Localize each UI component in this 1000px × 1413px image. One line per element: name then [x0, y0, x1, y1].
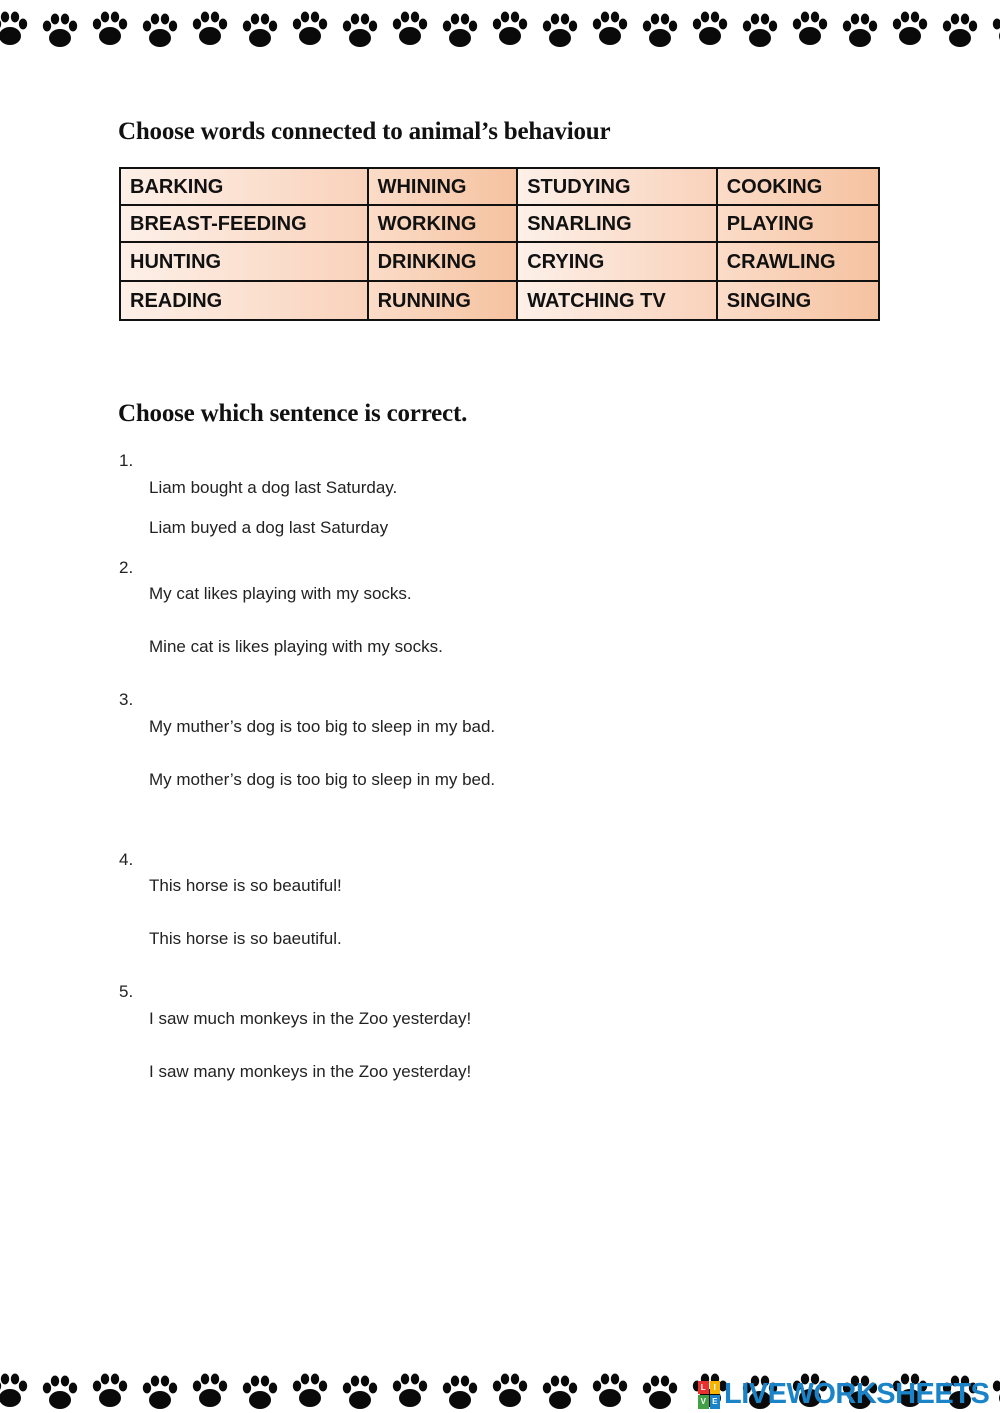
word-cell[interactable]: COOKING [717, 168, 879, 205]
paw-print-icon [893, 12, 927, 46]
paw-print-icon [643, 14, 677, 48]
paw-print-icon [343, 14, 377, 48]
paw-print-icon [993, 1374, 1000, 1408]
word-cell[interactable]: STUDYING [517, 168, 717, 205]
paw-print-icon [393, 12, 427, 46]
word-cell[interactable]: WHINING [368, 168, 518, 205]
table-row [120, 281, 879, 320]
section-title-sentences: Choose which sentence is correct. [118, 400, 468, 427]
table-row [120, 168, 879, 205]
question-number-1: 1. [119, 451, 134, 470]
paw-print-icon [443, 1376, 477, 1410]
paw-print-icon [943, 14, 977, 48]
watermark-text: LIVEWORKSHEETS [724, 1378, 990, 1410]
paw-print-icon [43, 14, 77, 48]
logo-letter: I [710, 1381, 721, 1395]
paw-print-icon [0, 1374, 27, 1408]
question-number-3: 3. [119, 690, 134, 709]
paw-print-icon [493, 1374, 527, 1408]
question-2-option-a[interactable]: My cat likes playing with my socks. [149, 584, 412, 603]
word-cell[interactable]: PLAYING [717, 205, 879, 242]
question-1-option-a[interactable]: Liam bought a dog last Saturday. [149, 478, 398, 497]
word-cell[interactable]: READING [120, 281, 368, 320]
paw-print-icon [193, 1374, 227, 1408]
paw-print-icon [493, 12, 527, 46]
paw-print-icon [693, 12, 727, 46]
paw-print-icon [343, 1376, 377, 1410]
section-title-behaviour: Choose words connected to animal’s behaviour [118, 118, 611, 145]
paw-print-icon [93, 1374, 127, 1408]
word-cell[interactable]: HUNTING [120, 242, 368, 281]
paw-print-icon [793, 12, 827, 46]
question-number-5: 5. [119, 982, 134, 1001]
paw-print-icon [443, 14, 477, 48]
word-cell[interactable]: DRINKING [368, 242, 518, 281]
word-cell[interactable]: SINGING [717, 281, 879, 320]
question-1-option-b[interactable]: Liam buyed a dog last Saturday [149, 518, 389, 537]
paw-print-icon [143, 14, 177, 48]
question-5-option-a[interactable]: I saw much monkeys in the Zoo yesterday! [149, 1009, 472, 1028]
question-number-4: 4. [119, 850, 134, 869]
paw-print-icon [93, 12, 127, 46]
paw-print-icon [543, 14, 577, 48]
paw-print-icon [0, 12, 27, 46]
paw-print-icon [593, 12, 627, 46]
word-cell[interactable]: SNARLING [517, 205, 717, 242]
question-5-option-b[interactable]: I saw many monkeys in the Zoo yesterday! [149, 1062, 472, 1081]
question-number-2: 2. [119, 558, 134, 577]
question-3-option-a[interactable]: My muther’s dog is too big to sleep in my bad. [149, 717, 496, 736]
question-3-option-b[interactable]: My mother’s dog is too big to sleep in my bed. [149, 770, 496, 789]
table-row [120, 242, 879, 281]
word-cell[interactable]: WATCHING TV [517, 281, 717, 320]
question-4-option-b[interactable]: This horse is so baeutiful. [149, 929, 342, 948]
word-cell[interactable]: WORKING [368, 205, 518, 242]
paw-print-icon [393, 1374, 427, 1408]
liveworksheets-watermark [698, 1378, 989, 1411]
paw-print-icon [743, 14, 777, 48]
liveworksheets-logo-icon [698, 1381, 720, 1409]
paw-print-icon [993, 12, 1000, 46]
paw-print-border-top [0, 0, 1000, 50]
paw-print-icon [43, 1376, 77, 1410]
paw-print-icon [293, 12, 327, 46]
paw-print-icon [643, 1376, 677, 1410]
question-2-option-b[interactable]: Mine cat is likes playing with my socks. [149, 637, 443, 656]
word-cell[interactable]: BREAST-FEEDING [120, 205, 368, 242]
logo-letter: E [710, 1395, 721, 1409]
logo-letter: V [698, 1395, 709, 1409]
word-cell[interactable]: CRYING [517, 242, 717, 281]
paw-print-icon [193, 12, 227, 46]
word-cell[interactable]: CRAWLING [717, 242, 879, 281]
question-4-option-a[interactable]: This horse is so beautiful! [149, 876, 342, 895]
paw-print-icon [843, 14, 877, 48]
logo-letter: L [698, 1381, 709, 1395]
table-row [120, 205, 879, 242]
word-cell[interactable]: BARKING [120, 168, 368, 205]
paw-print-icon [543, 1376, 577, 1410]
behaviour-word-table [119, 167, 880, 321]
paw-print-icon [293, 1374, 327, 1408]
word-cell[interactable]: RUNNING [368, 281, 518, 320]
paw-print-icon [243, 1376, 277, 1410]
paw-print-icon [243, 14, 277, 48]
paw-print-icon [593, 1374, 627, 1408]
paw-print-icon [143, 1376, 177, 1410]
